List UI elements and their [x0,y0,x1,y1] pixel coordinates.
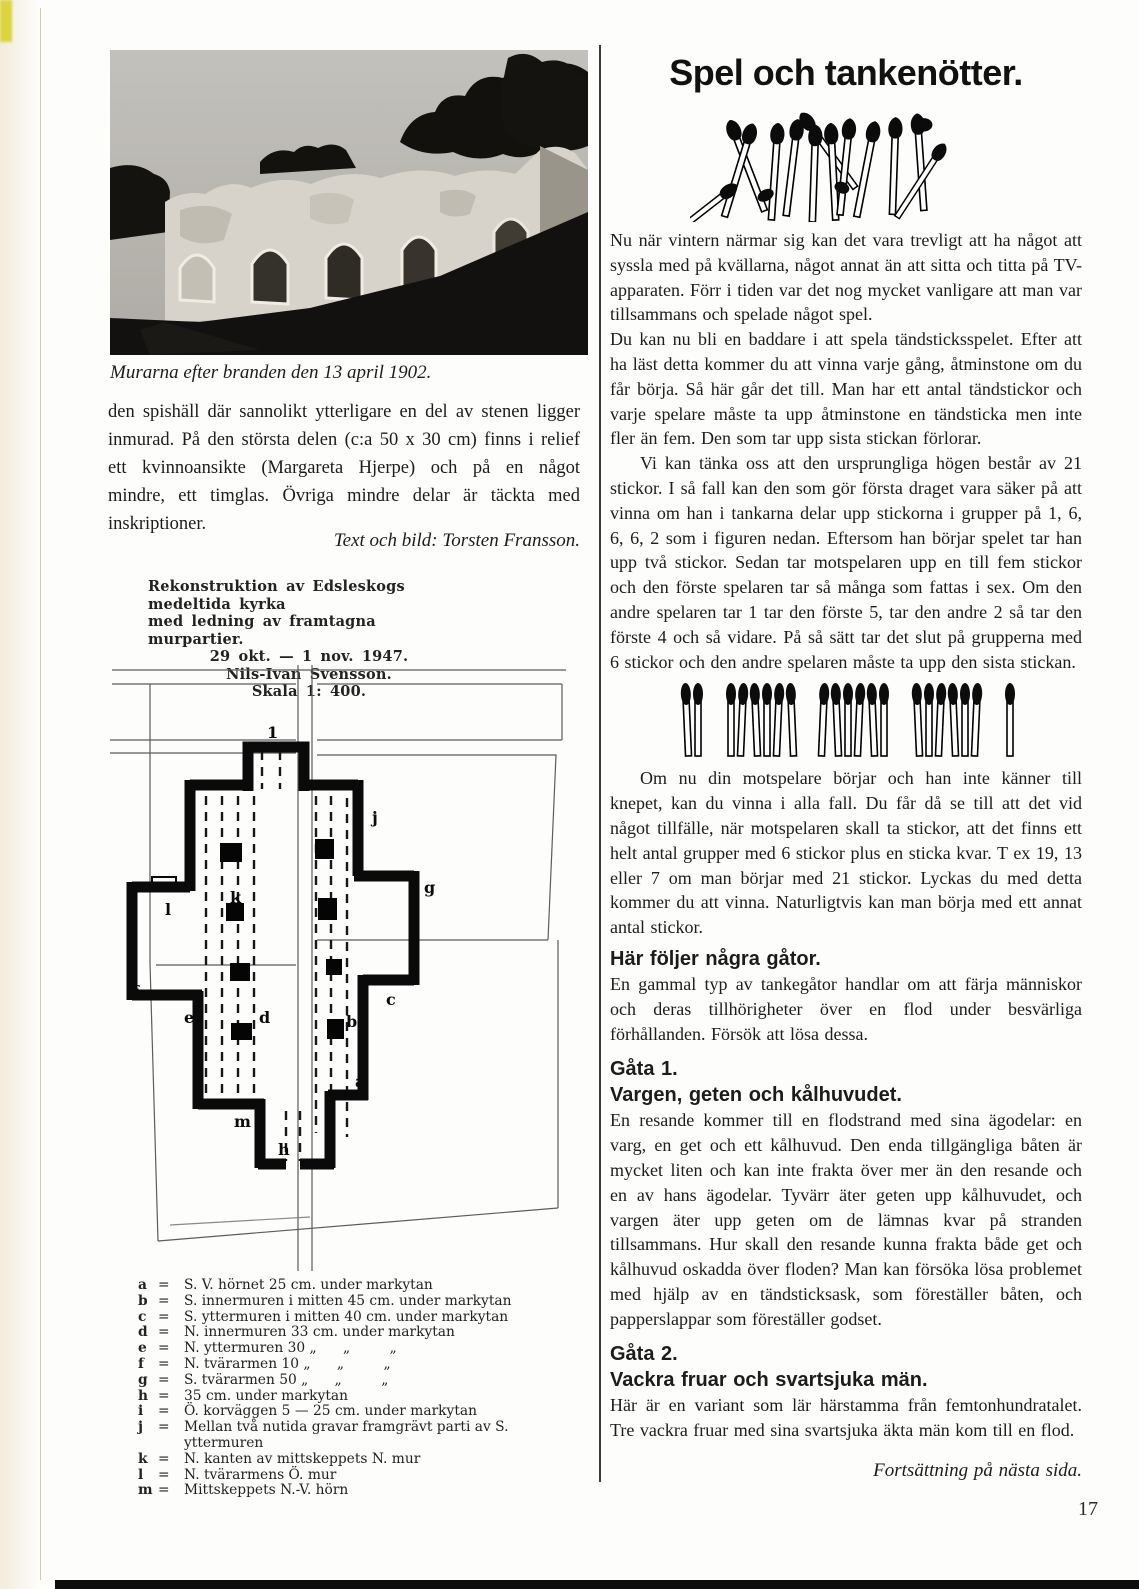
plan-point-labels [132,723,435,1159]
svg-text:e: e [184,1008,195,1027]
legend-equals: = [158,1403,170,1420]
legend-text: N. innermuren 33 cm. under markytan [184,1324,455,1341]
legend-row [138,1389,578,1405]
legend-equals: = [158,1466,170,1483]
legend-text: S. yttermuren i mitten 40 cm. under markytan [184,1308,509,1325]
matches-illustration-jumbled [690,100,990,227]
svg-text:g: g [424,878,436,897]
legend-equals: = [158,1387,170,1404]
photo-caption: Murarna efter branden den 13 april 1902. [110,362,432,383]
legend-key: b [138,1292,148,1309]
legend-row [138,1310,578,1326]
svg-text:a: a [355,1072,366,1091]
plan-caption-line: med ledning av framtagna murpartier. [148,613,376,648]
legend-row [138,1341,578,1357]
heading-riddles: Här följer några gåtor. [610,947,821,970]
legend-row [138,1325,578,1341]
legend-equals: = [158,1292,170,1309]
legend-text: S. V. hörnet 25 cm. under markytan [184,1277,433,1293]
paragraph-strategy: Vi kan tänka oss att den ursprungliga högen består av 21 stickor. I så fall kan den som gör första draget vara säker på att vinna om han i tankarna delar upp stickorna i grupper på 1, 6, 6, 6, 2 som i figuren nedan. Eftersom han börjar spelet tar han upp två stickor. Sedan tar motspelaren upp en till fem stickor och den förste spelaren tar så många som fattas i sex. Om den andre spelaren tar 1 tar den förste 5, tar den andre 2 så tar den förste 4 och så vidare. På så sätt tar det slut på grupperna med 6 stickor och den andre spelaren måste ta upp den sista stickan. [610,453,1082,672]
legend-key: i [138,1403,144,1420]
subheading-riddle-2: Vackra fruar och svartsjuka män. [610,1369,928,1392]
legend-key: k [138,1450,148,1467]
plan-caption-line: Rekonstruktion av Edsleskogs medeltida kyrka [148,578,405,613]
paragraph-intro: Nu när vintern närmar sig kan det vara trevligt att ha något att syssla med på kvällarna, något annat än att sitta och titta på TV-apparaten. Förr i tiden var det nog mycket vanligare att man var tillsammans och spelade något spel. [610,230,1082,325]
legend-text: Ö. korväggen 5 — 25 cm. under markytan [184,1403,477,1420]
legend-equals: = [158,1340,170,1357]
legend-equals: = [158,1324,170,1341]
svg-text:b: b [346,1012,358,1031]
legend-text: Mellan två nutida gravar framgrävt parti av S. yttermuren [184,1419,513,1451]
paragraph-riddles-intro: En gammal typ av tankegåtor handlar om att färja människor och deras tillhörigheter över en flod under besvärliga förhållanden. Försök att lösa dessa. [610,973,1082,1044]
heading-riddle-2: Gåta 2. [610,1343,678,1366]
legend-text: N. kanten av mittskeppets N. mur [184,1450,421,1467]
legend-key: j [138,1419,143,1436]
legend-key: h [138,1387,149,1404]
legend-key: l [138,1466,144,1483]
page-number: 17 [1078,1498,1098,1520]
legend-key: m [138,1482,153,1499]
page-bottom-scan-bar [55,1580,1139,1589]
legend-key: c [138,1308,147,1325]
plan-caption-date: 29 okt. — 1 nov. 1947. [209,648,409,665]
legend-equals: = [158,1355,170,1372]
subheading-riddle-1: Vargen, geten och kålhuvudet. [610,1084,902,1107]
svg-text:f: f [132,982,139,1001]
svg-text:1: 1 [267,723,279,742]
plan-caption-author: Nils-Ivan Svensson. [226,665,392,683]
byline-credit: Text och bild: Torsten Fransson. [333,530,580,551]
church-plan-drawing [110,663,590,1275]
legend-text: S. tvärarmen 50 „ „ „ [184,1371,389,1388]
legend-row [138,1278,578,1294]
legend-text: 35 cm. under markytan [184,1387,348,1404]
left-body-text: den spishäll där sannolikt ytterligare en del av stenen ligger inmurad. På den största delen (c:a 50 x 30 cm) finns i relief ett kvinnoansikte (Margareta Hjerpe) och på en något mindre, ett timglas. Övriga mindre delar är täckta med inskriptioner. [108,402,580,534]
ruins-photo [110,50,588,355]
scan-corner-mark [0,0,12,42]
legend-equals: = [158,1371,170,1388]
plan-caption-scale: Skala 1: 400. [251,683,367,700]
paragraph-riddle-1: En resande kommer till en flodstrand med sina ägodelar: en varg, en get och ett kålhuvud. Den enda tillgängliga båten är mycket liten och kan inte frakta över mer än den resande och en av hans ägodelar. Tyvärr äter geten upp kålhuvudet, och vargen äter upp geten om de lämnas kvar på stranden tillsammans. Hur skall den resande kunna frakta både get och kålhuvud oskadda över floden? Man kan försöka lösa problemet med hjälp av en tändsticksask, som föreställer båten, och papperslappar som föreställer godset. [610,1110,1082,1329]
legend-equals: = [158,1482,170,1499]
legend-row [138,1357,578,1373]
heading-riddle-1: Gåta 1. [610,1058,678,1081]
arch-blind [180,255,214,302]
legend-row [138,1373,578,1389]
article-body [610,228,1082,1484]
svg-text:j: j [372,808,378,827]
column-divider-rule [599,45,601,1482]
legend-key: g [138,1371,148,1388]
legend-text: Mittskeppets N.-V. hörn [184,1482,349,1499]
svg-text:h: h [278,1140,290,1159]
svg-text:k: k [230,888,242,907]
legend-row [138,1468,578,1484]
legend-equals: = [158,1450,170,1467]
legend-key: a [138,1277,147,1293]
matches-illustration-groups [676,682,1016,762]
legend-key: d [138,1324,148,1341]
arch-window [326,244,362,300]
paragraph-game-rules: Du kan nu bli en baddare i att spela tändsticksspelet. Efter att ha läst detta kommer du att vinna varje gång, åtminstone om du får börja. Så här går det till. Man har ett antal tändstickor och varje spelare måste ta upp åtminstone en tändsticka men inte fler än fem. Den som tar upp sista stickan förlorar. [610,329,1082,449]
svg-text:m: m [234,1112,251,1131]
legend-key: e [138,1340,147,1357]
svg-text:d: d [259,1008,271,1027]
legend-text: N. yttermuren 30 „ „ „ [184,1340,397,1357]
svg-text:l: l [165,900,172,919]
legend-equals: = [158,1419,170,1436]
legend-row [138,1483,578,1499]
continuation-note: Fortsättning på nästa sida. [873,1460,1082,1482]
legend-row [138,1294,578,1310]
legend-text: N. tvärarmen 10 „ „ „ [184,1355,391,1372]
legend-row [138,1404,578,1420]
svg-text:c: c [386,990,396,1009]
legend-equals: = [158,1308,170,1325]
legend-text: S. innermuren i mitten 45 cm. under markytan [184,1292,512,1309]
page-edge-line [40,8,41,1580]
legend-key: f [138,1355,144,1372]
legend-row [138,1452,578,1468]
plan-legend [138,1278,578,1499]
article-title: Spel och tankenötter. [669,52,1023,93]
legend-row [138,1420,578,1452]
arch-window [252,250,288,304]
paragraph-counter-strategy: Om nu din motspelare börjar och han inte känner till knepet, kan du vinna i alla fall. Du får då se till att det vid något tillfälle, när motspelaren skall ta stickor, att det finns ett helt antal grupper med 6 stickor plus en sticka kvar. T ex 19, 13 eller 7 om man börjar med 21 stickor. Lyckas du med detta kommer du att vinna. Naturligtvis kan man börja med ett annat antal stickor. [610,768,1082,938]
paragraph-riddle-2: Här är en variant som lär härstamma från femtonhundratalet. Tre vackra fruar med sina svartsjuka äkta män kom till en flod. [610,1395,1082,1441]
legend-equals: = [158,1277,170,1293]
legend-text: N. tvärarmens Ö. mur [184,1466,337,1483]
